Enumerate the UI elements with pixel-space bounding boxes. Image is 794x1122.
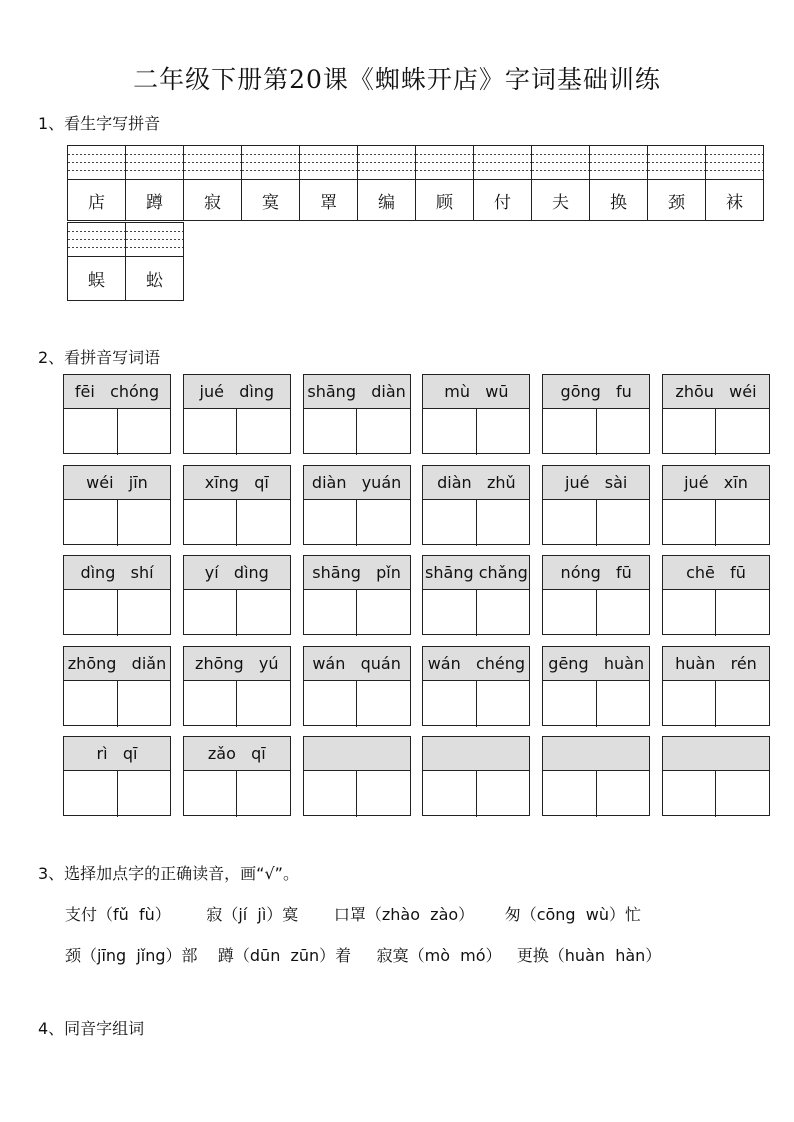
write-cell[interactable]	[663, 590, 716, 636]
word-box	[662, 646, 770, 726]
write-cell[interactable]	[476, 409, 530, 455]
char-cell: 寂	[184, 180, 242, 221]
word-pinyin: shāng chǎng	[423, 556, 529, 590]
word-box	[63, 374, 171, 454]
write-cell[interactable]	[356, 500, 410, 546]
word-pinyin: jué sài	[543, 466, 649, 500]
write-cell[interactable]	[117, 681, 171, 727]
word-pinyin: fēi chóng	[64, 375, 170, 409]
write-cell[interactable]	[64, 500, 117, 546]
write-cell[interactable]	[596, 681, 650, 727]
pinyin-write-box[interactable]	[126, 146, 184, 180]
char-cell: 袜	[706, 180, 764, 221]
write-cell[interactable]	[543, 771, 596, 817]
word-pinyin: zhōu wéi	[663, 375, 769, 409]
write-cell[interactable]	[476, 500, 530, 546]
write-cell[interactable]	[117, 409, 171, 455]
pinyin-write-box[interactable]	[242, 146, 300, 180]
char-row	[68, 257, 184, 301]
word-pinyin: mù wū	[423, 375, 529, 409]
word-pinyin: gēng huàn	[543, 647, 649, 681]
char-row	[68, 180, 764, 221]
page-title: 二年级下册第20课《蜘蛛开店》字词基础训练	[133, 65, 661, 94]
write-cell[interactable]	[596, 409, 650, 455]
word-pinyin: huàn rén	[663, 647, 769, 681]
pinyin-write-box[interactable]	[126, 223, 184, 257]
write-cell[interactable]	[423, 681, 476, 727]
word-box	[303, 465, 411, 545]
char-cell: 蜈	[68, 257, 126, 301]
write-cell[interactable]	[596, 590, 650, 636]
word-box	[303, 374, 411, 454]
write-cell[interactable]	[304, 771, 357, 817]
section2-heading: 2、看拼音写词语	[38, 348, 161, 367]
write-cell[interactable]	[596, 500, 650, 546]
write-cell[interactable]	[64, 590, 117, 636]
word-pinyin: zǎo qī	[184, 737, 290, 771]
word-pinyin: zhōng diǎn	[64, 647, 170, 681]
word-pinyin: nóng fū	[543, 556, 649, 590]
word-box	[422, 646, 530, 726]
write-cell[interactable]	[543, 590, 596, 636]
word-pinyin: jué dìng	[184, 375, 290, 409]
write-cell[interactable]	[596, 771, 650, 817]
word-box	[63, 555, 171, 635]
write-cell[interactable]	[304, 590, 357, 636]
write-cell[interactable]	[715, 771, 769, 817]
word-box	[63, 736, 171, 816]
write-cell[interactable]	[423, 771, 476, 817]
char-cell: 付	[474, 180, 532, 221]
char-grid-row2	[67, 222, 184, 301]
word-pinyin	[304, 737, 410, 771]
word-box	[303, 736, 411, 816]
char-cell: 寞	[242, 180, 300, 221]
word-box	[63, 646, 171, 726]
pinyin-write-box[interactable]	[474, 146, 532, 180]
word-box	[63, 465, 171, 545]
write-cell[interactable]	[64, 771, 117, 817]
word-box	[542, 736, 650, 816]
char-cell: 颈	[648, 180, 706, 221]
word-pinyin: rì qī	[64, 737, 170, 771]
write-cell[interactable]	[356, 681, 410, 727]
word-box	[303, 646, 411, 726]
word-pinyin: wán quán	[304, 647, 410, 681]
write-cell[interactable]	[715, 590, 769, 636]
write-cell[interactable]	[663, 681, 716, 727]
write-cell[interactable]	[543, 500, 596, 546]
write-cell[interactable]	[715, 409, 769, 455]
pinyin-write-box[interactable]	[358, 146, 416, 180]
char-cell: 蚣	[126, 257, 184, 301]
word-pinyin	[543, 737, 649, 771]
pinyin-write-box[interactable]	[68, 223, 126, 257]
char-cell: 换	[590, 180, 648, 221]
pinyin-write-box[interactable]	[184, 146, 242, 180]
write-cell[interactable]	[476, 681, 530, 727]
write-cell[interactable]	[184, 409, 237, 455]
write-cell[interactable]	[663, 500, 716, 546]
word-box	[422, 374, 530, 454]
word-pinyin: zhōng yú	[184, 647, 290, 681]
write-cell[interactable]	[423, 409, 476, 455]
word-pinyin: diàn yuán	[304, 466, 410, 500]
pinyin-row	[68, 146, 764, 180]
word-pinyin: gōng fu	[543, 375, 649, 409]
word-pinyin: diàn zhǔ	[423, 466, 529, 500]
write-cell[interactable]	[304, 409, 357, 455]
write-cell[interactable]	[236, 409, 290, 455]
pinyin-row	[68, 223, 184, 257]
write-cell[interactable]	[304, 681, 357, 727]
write-cell[interactable]	[715, 681, 769, 727]
word-pinyin: shāng pǐn	[304, 556, 410, 590]
pinyin-write-box[interactable]	[590, 146, 648, 180]
write-cell[interactable]	[543, 409, 596, 455]
char-cell: 罩	[300, 180, 358, 221]
word-pinyin	[423, 737, 529, 771]
word-box	[303, 555, 411, 635]
write-cell[interactable]	[663, 409, 716, 455]
word-box	[183, 374, 291, 454]
section4-heading: 4、同音字组词	[38, 1019, 145, 1038]
word-box	[183, 465, 291, 545]
write-cell[interactable]	[356, 771, 410, 817]
word-pinyin: xīng qī	[184, 466, 290, 500]
write-cell[interactable]	[184, 681, 237, 727]
pinyin-write-box[interactable]	[706, 146, 764, 180]
word-box	[422, 736, 530, 816]
write-cell[interactable]	[236, 681, 290, 727]
word-pinyin: yí dìng	[184, 556, 290, 590]
char-cell: 店	[68, 180, 126, 221]
write-cell[interactable]	[184, 771, 237, 817]
word-box	[422, 555, 530, 635]
word-pinyin: jué xīn	[663, 466, 769, 500]
word-pinyin: wéi jīn	[64, 466, 170, 500]
write-cell[interactable]	[236, 771, 290, 817]
write-cell[interactable]	[117, 500, 171, 546]
write-cell[interactable]	[304, 500, 357, 546]
write-cell[interactable]	[184, 590, 237, 636]
word-pinyin	[663, 737, 769, 771]
word-box	[183, 646, 291, 726]
pinyin-write-box[interactable]	[416, 146, 474, 180]
word-pinyin: wán chéng	[423, 647, 529, 681]
write-cell[interactable]	[64, 681, 117, 727]
write-cell[interactable]	[64, 409, 117, 455]
word-grid	[63, 374, 770, 816]
write-cell[interactable]	[476, 771, 530, 817]
write-cell[interactable]	[184, 500, 237, 546]
write-cell[interactable]	[117, 771, 171, 817]
word-box	[662, 465, 770, 545]
write-cell[interactable]	[476, 590, 530, 636]
word-pinyin: shāng diàn	[304, 375, 410, 409]
write-cell[interactable]	[715, 500, 769, 546]
word-box	[422, 465, 530, 545]
write-cell[interactable]	[663, 771, 716, 817]
write-cell[interactable]	[543, 681, 596, 727]
word-box	[542, 646, 650, 726]
write-cell[interactable]	[356, 590, 410, 636]
pinyin-write-box[interactable]	[648, 146, 706, 180]
word-box	[542, 374, 650, 454]
char-cell: 顾	[416, 180, 474, 221]
word-box	[183, 736, 291, 816]
char-grid-row1	[67, 145, 764, 221]
char-cell: 蹲	[126, 180, 184, 221]
write-cell[interactable]	[236, 590, 290, 636]
section3-heading: 3、选择加点字的正确读音，画“√”。	[38, 864, 299, 883]
word-box	[662, 374, 770, 454]
word-box	[183, 555, 291, 635]
write-cell[interactable]	[117, 590, 171, 636]
write-cell[interactable]	[356, 409, 410, 455]
word-box	[542, 555, 650, 635]
write-cell[interactable]	[423, 590, 476, 636]
word-box	[662, 736, 770, 816]
word-box	[662, 555, 770, 635]
word-box	[542, 465, 650, 545]
pinyin-write-box[interactable]	[68, 146, 126, 180]
pinyin-write-box[interactable]	[300, 146, 358, 180]
pinyin-write-box[interactable]	[532, 146, 590, 180]
char-cell: 夫	[532, 180, 590, 221]
word-pinyin: chē fū	[663, 556, 769, 590]
section1-heading: 1、看生字写拼音	[38, 114, 161, 133]
word-pinyin: dìng shí	[64, 556, 170, 590]
question-line-1: 支付（fǔ fù） 寂（jí jì）寞 口罩（zhào zào） 匆（cōng wù）忙	[65, 905, 641, 924]
question-line-2: 颈（jīng jǐng）部 蹲（dūn zūn）着 寂寞（mò mó） 更换（huàn hàn）	[65, 946, 662, 965]
write-cell[interactable]	[236, 500, 290, 546]
write-cell[interactable]	[423, 500, 476, 546]
char-cell: 编	[358, 180, 416, 221]
